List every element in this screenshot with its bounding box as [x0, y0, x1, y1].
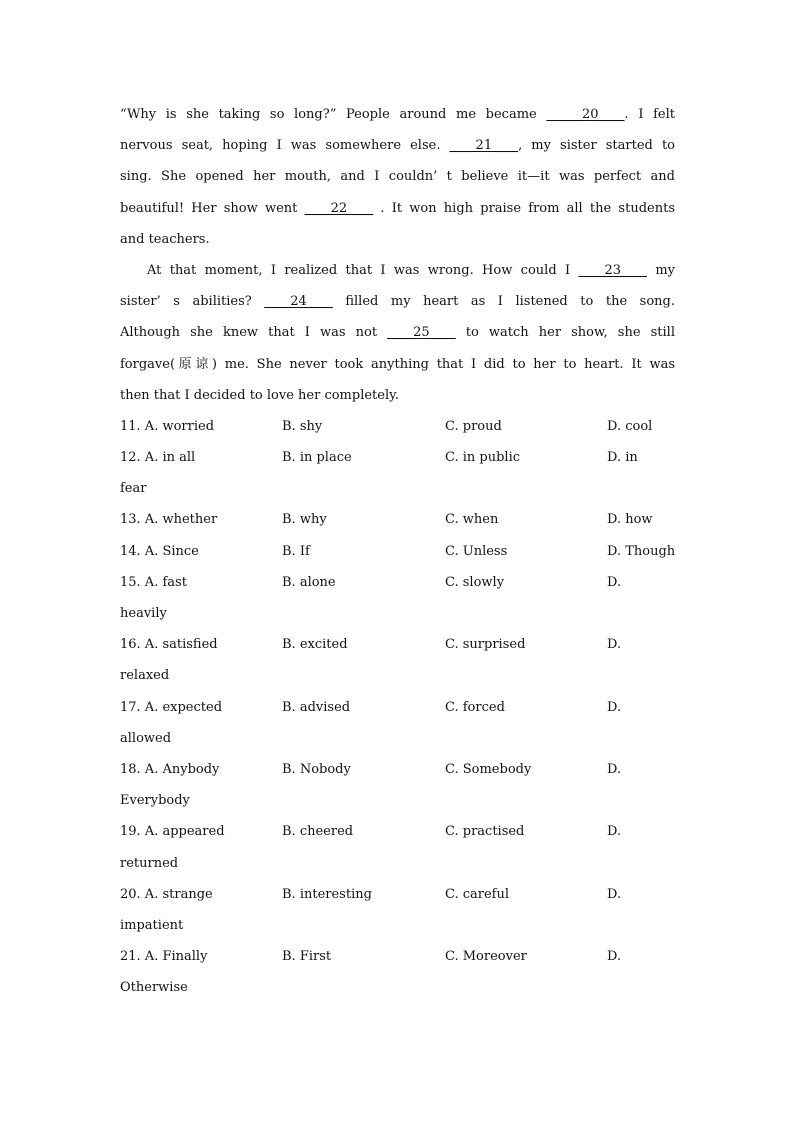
- question-row: [120, 442, 675, 473]
- option-d-continued: returned: [120, 855, 179, 871]
- line-text: then that I decided to love her completely.: [120, 387, 399, 403]
- question-row: [120, 629, 675, 660]
- option-c: C. practised: [445, 824, 525, 840]
- passage-line: [120, 224, 675, 255]
- answer-blank: ____25____: [387, 325, 456, 341]
- line-text: At that moment, I realized that I was wrong. How could I: [147, 262, 579, 278]
- option-a: 13. A. whether: [120, 512, 218, 528]
- passage-line: [120, 317, 675, 348]
- option-b: B. cheered: [282, 824, 354, 840]
- question-row: [120, 754, 675, 785]
- question-row: [120, 941, 675, 972]
- answer-blank: ____21____: [449, 138, 519, 154]
- option-d-continued: impatient: [120, 917, 184, 933]
- line-text: beautiful! Her show went: [120, 200, 305, 216]
- option-a: 20. A. strange: [120, 886, 213, 902]
- option-d: D. Though: [607, 543, 676, 559]
- line-text: forgave(原谅) me. She never took anything that I did to her to heart. It was: [120, 356, 675, 372]
- line-text: , my sister started to: [518, 138, 675, 154]
- option-c: C. forced: [445, 699, 505, 715]
- option-d-continued: fear: [120, 481, 147, 497]
- line-text: sister’ s abilities?: [120, 294, 265, 310]
- option-d-continued: heavily: [120, 606, 167, 621]
- option-b: B. why: [282, 512, 327, 528]
- option-a: 15. A. fast: [120, 574, 187, 590]
- question-row: [120, 504, 675, 535]
- option-c: C. surprised: [445, 637, 526, 653]
- question-row: [120, 879, 675, 910]
- option-c: C. Moreover: [445, 949, 527, 965]
- option-a: 21. A. Finally: [120, 949, 208, 965]
- option-b: B. First: [282, 949, 332, 965]
- option-a: 14. A. Since: [120, 543, 199, 559]
- option-c: C. in public: [445, 450, 521, 466]
- passage-line: [120, 349, 675, 380]
- option-d-continued: Everybody: [120, 793, 190, 809]
- line-text: Although she knew that I was not: [120, 325, 388, 341]
- passage-line: [120, 99, 675, 130]
- passage-line: [120, 380, 675, 411]
- option-b: B. shy: [282, 418, 323, 434]
- line-text: and teachers.: [120, 231, 210, 247]
- question-row: [120, 536, 675, 567]
- question-row: [120, 411, 675, 442]
- option-d: D.: [607, 949, 622, 965]
- option-b: B. Nobody: [282, 761, 351, 777]
- answer-blank: ____22____: [304, 200, 374, 216]
- option-a: 12. A. in all: [120, 450, 196, 466]
- option-d: D.: [607, 637, 622, 653]
- options-list: [120, 411, 675, 1004]
- option-c: C. Unless: [445, 543, 508, 559]
- option-b: B. If: [282, 543, 310, 559]
- option-d: D.: [607, 886, 622, 902]
- answer-blank: ____24____: [264, 294, 333, 310]
- line-text: . It won high praise from all the students: [373, 200, 675, 216]
- line-text: sing. She opened her mouth, and I couldn’ t believe it—it was perfect and: [120, 169, 675, 185]
- option-a: 17. A. expected: [120, 699, 223, 715]
- line-text: to watch her show, she still: [455, 325, 675, 341]
- option-b: B. interesting: [282, 886, 372, 902]
- option-d: D. in: [607, 450, 638, 466]
- line-text: “Why is she taking so long?” People around me became: [120, 107, 547, 122]
- option-b: B. alone: [282, 574, 336, 590]
- option-a: 18. A. Anybody: [120, 761, 220, 777]
- passage-line: [120, 193, 675, 224]
- passage-line: [120, 130, 675, 161]
- option-b: B. excited: [282, 637, 348, 653]
- option-d: D. how: [607, 512, 653, 528]
- option-c: C. Somebody: [445, 761, 532, 777]
- line-text: . I felt: [624, 107, 675, 122]
- passage-paragraph-2: [120, 255, 675, 411]
- option-a: 16. A. satisfied: [120, 637, 218, 653]
- passage-line: [120, 255, 675, 286]
- passage-line: [120, 286, 675, 317]
- option-a: 11. A. worried: [120, 418, 215, 434]
- line-text: nervous seat, hoping I was somewhere else.: [120, 138, 450, 154]
- option-d: D.: [607, 699, 622, 715]
- option-a: 19. A. appeared: [120, 824, 225, 840]
- passage-line: [120, 161, 675, 192]
- option-c: C. slowly: [445, 574, 505, 590]
- option-d: D.: [607, 761, 622, 777]
- answer-blank: ____20____: [546, 107, 625, 122]
- line-text: my: [646, 262, 675, 278]
- option-c: C. proud: [445, 418, 502, 434]
- line-text: filled my heart as I listened to the song.: [332, 294, 675, 310]
- question-row: [120, 692, 675, 723]
- option-d-continued: relaxed: [120, 668, 170, 684]
- answer-blank: ____23____: [578, 262, 647, 278]
- option-b: B. advised: [282, 699, 351, 715]
- option-d: D.: [607, 824, 622, 840]
- option-c: C. careful: [445, 886, 510, 902]
- passage-paragraph-1: [120, 99, 675, 255]
- option-b: B. in place: [282, 450, 352, 466]
- option-c: C. when: [445, 512, 499, 528]
- question-row: [120, 816, 675, 847]
- option-d-continued: allowed: [120, 730, 172, 746]
- option-d: D.: [607, 574, 622, 590]
- option-d: D. cool: [607, 418, 653, 434]
- document-page: [120, 99, 675, 1003]
- option-d-continued: Otherwise: [120, 980, 188, 996]
- question-row: [120, 567, 675, 598]
